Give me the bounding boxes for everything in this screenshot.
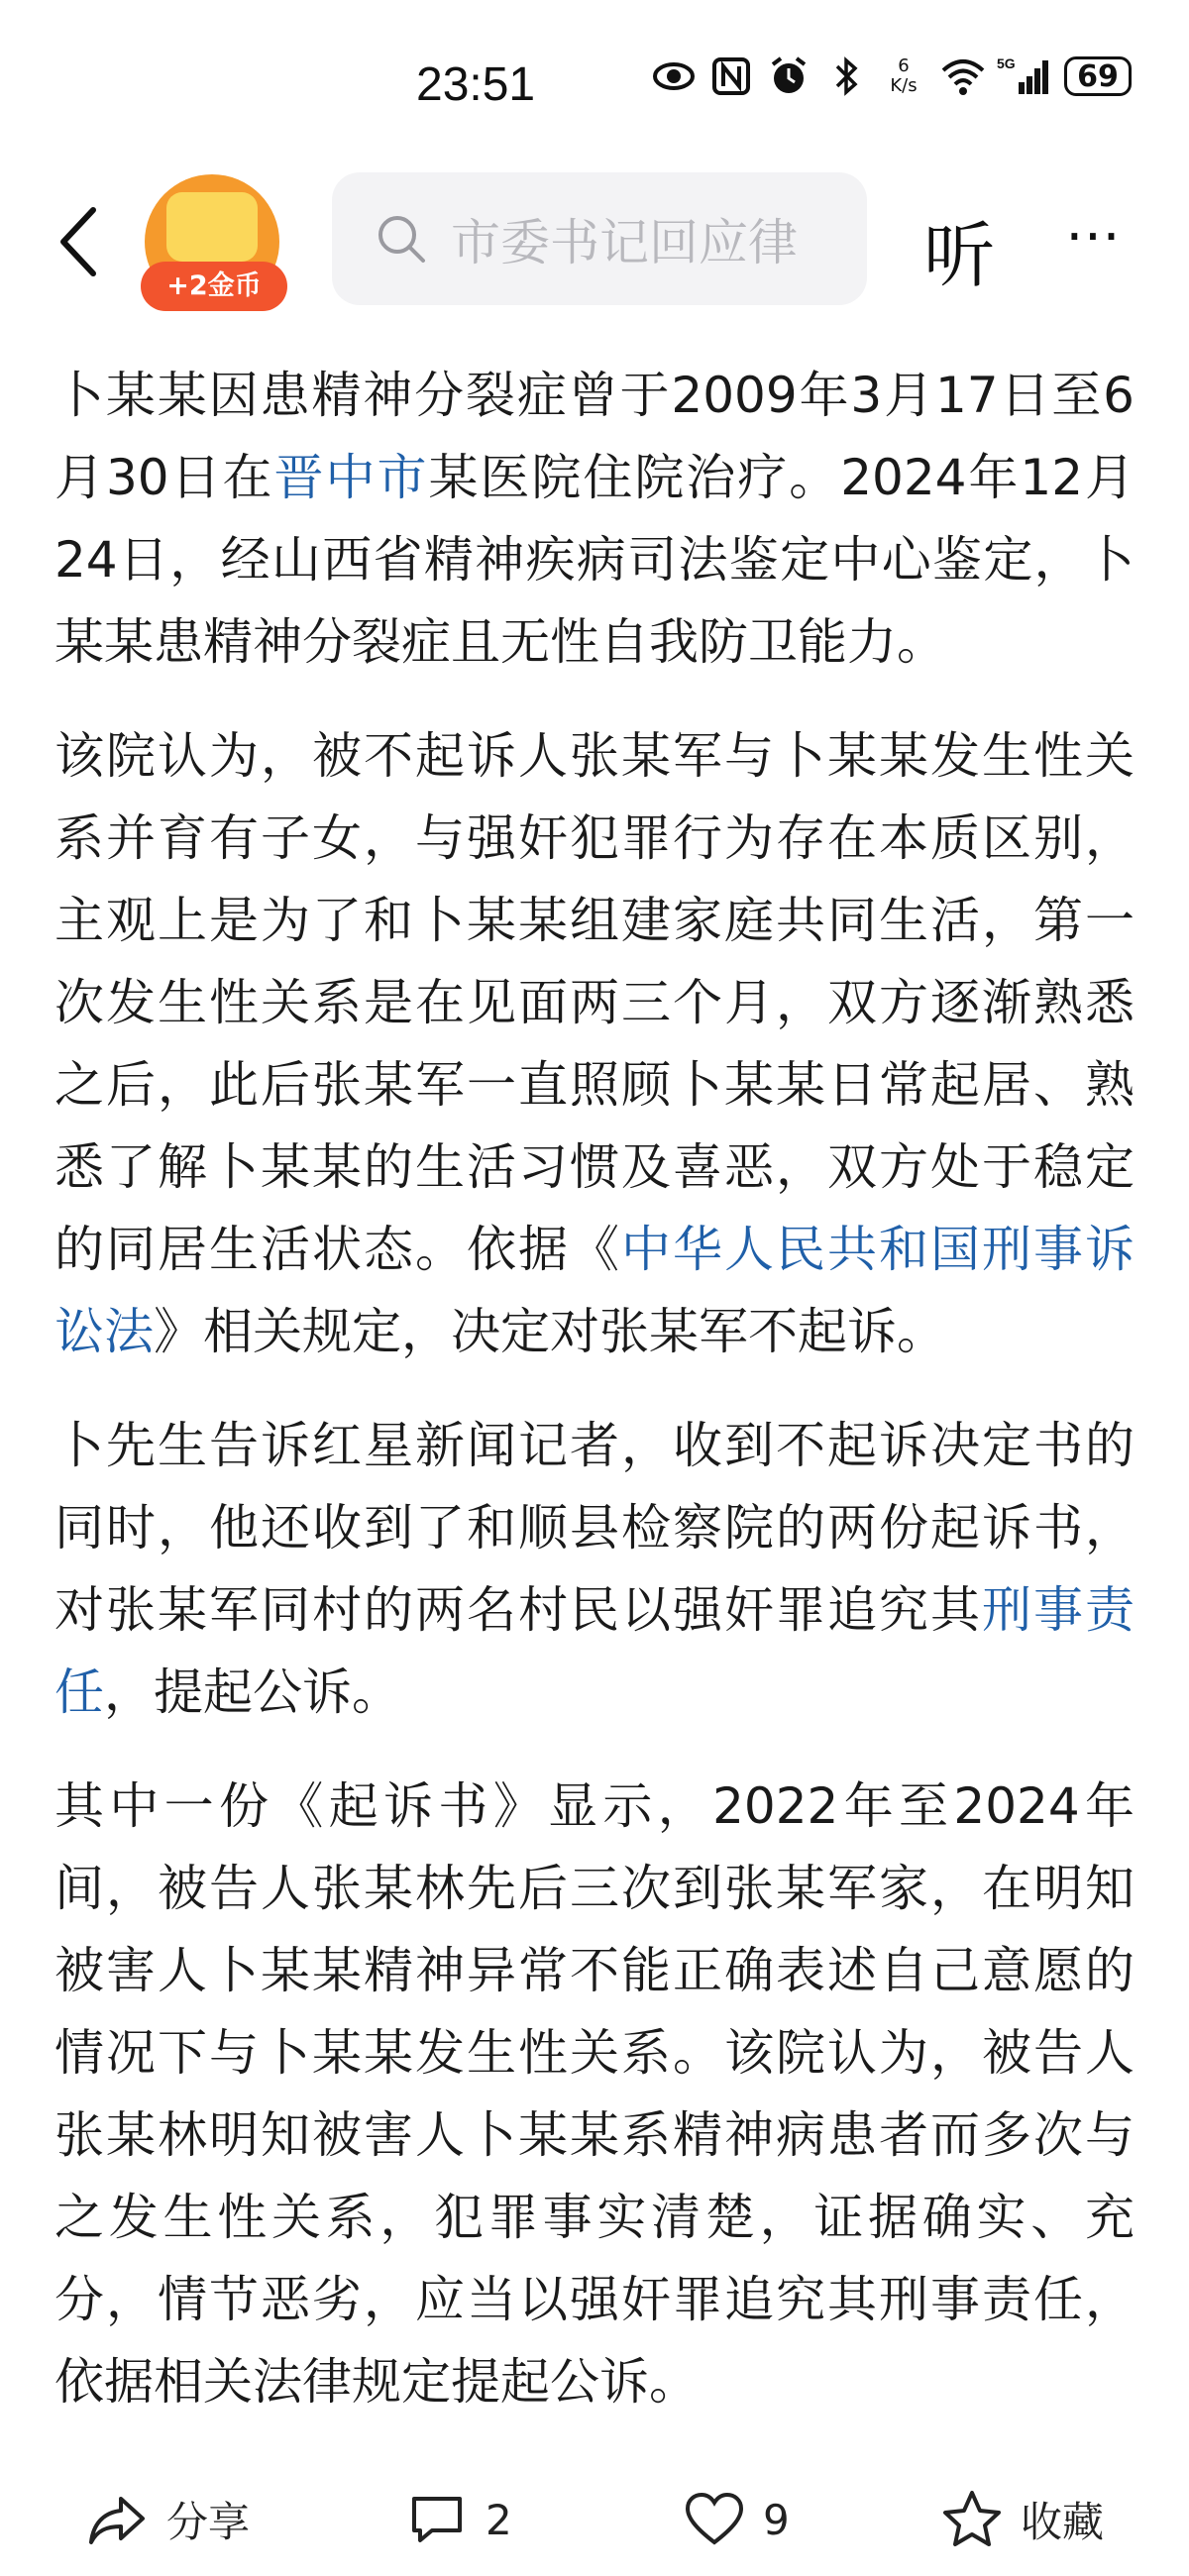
like-button[interactable] xyxy=(684,2489,790,2550)
paragraph-4: 其中一份《起诉书》显示，2022年至2024年间，被告人张某林先后三次到张某军家，在明知被害人卜某某精神异常不能正确表述自己意愿的情况下与卜某某发生性关系。该院认为，被告人张某林明知被害人卜某某系精神病患者而多次与之发生性关系，犯罪事实清楚，证据确实、充分，情节恶劣，应当以强奸罪追究其刑事责任，依据相关法律规定提起公诉。 xyxy=(54,1777,1135,2411)
more-button[interactable]: ⋯ xyxy=(1065,203,1127,268)
coin-reward-label: +2金币 xyxy=(141,262,287,311)
paragraph-2: 该院认为，被不起诉人张某军与卜某某发生性关系并育有子女，与强奸犯罪行为存在本质区别，主观上是为了和卜某某组建家庭共同生活，第一次发生性关系是在见面两三个月，双方逐渐熟悉之后，此后张某军一直照顾卜某某日常起居、熟悉了解卜某某的生活习惯及喜恶，双方处于稳定的同居生活状态。依据《中华人民共和国刑事诉讼法》相关规定，决定对张某军不起诉。 xyxy=(54,727,1135,1360)
article-body xyxy=(54,355,1135,2460)
wifi-icon xyxy=(939,54,983,98)
back-arrow-icon xyxy=(50,202,109,281)
bottom-action-bar xyxy=(0,2467,1189,2576)
share-button[interactable] xyxy=(87,2489,250,2550)
search-input[interactable] xyxy=(332,172,867,305)
signal-icon xyxy=(997,54,1050,98)
battery-icon: 69 xyxy=(1064,56,1132,96)
paragraph-3: 卜先生告诉红星新闻记者，收到不起诉决定书的同时，他还收到了和顺县检察院的两份起诉书，对张某军同村的两名村民以强奸罪追究其刑事责任，提起公诉。 xyxy=(54,1417,1135,1721)
comment-icon xyxy=(406,2489,468,2550)
status-icons xyxy=(652,54,1132,98)
share-icon xyxy=(87,2489,149,2550)
link-criminal-procedure-law[interactable]: 中华人民共和国刑事诉讼法 xyxy=(54,1221,1135,1360)
nfc-icon xyxy=(709,54,753,98)
net-speed: 6 K/s xyxy=(890,55,918,96)
top-nav xyxy=(0,168,1189,317)
like-count: 9 xyxy=(763,2495,790,2544)
comment-count: 2 xyxy=(486,2495,512,2544)
paragraph-1: 卜某某因患精神分裂症曾于2009年3月17日至6月30日在晋中市某医院住院治疗。2024年12月24日，经山西省精神疾病司法鉴定中心鉴定，卜某某患精神分裂症且无性自我防卫能力。 xyxy=(54,367,1135,671)
search-placeholder: 市委书记回应律 xyxy=(451,214,798,271)
link-jinzhong[interactable]: 晋中市 xyxy=(273,449,429,506)
status-time: 23:51 xyxy=(416,58,536,111)
bluetooth-icon xyxy=(824,54,868,98)
heart-icon xyxy=(684,2489,745,2550)
status-bar xyxy=(0,0,1189,168)
favorite-button[interactable] xyxy=(941,2489,1104,2550)
svg-text:5G: 5G xyxy=(997,55,1016,71)
eye-icon xyxy=(652,54,696,98)
link-criminal-liability[interactable]: 刑事责任 xyxy=(54,1581,1135,1721)
coin-reward-button[interactable] xyxy=(141,174,287,313)
favorite-label: 收藏 xyxy=(1021,2498,1105,2546)
listen-button[interactable]: 听 xyxy=(923,214,996,297)
star-icon xyxy=(941,2489,1003,2550)
share-label: 分享 xyxy=(166,2498,251,2546)
alarm-icon xyxy=(767,54,811,98)
back-button[interactable] xyxy=(50,202,109,281)
search-icon xyxy=(374,211,429,267)
comment-button[interactable] xyxy=(406,2489,512,2550)
